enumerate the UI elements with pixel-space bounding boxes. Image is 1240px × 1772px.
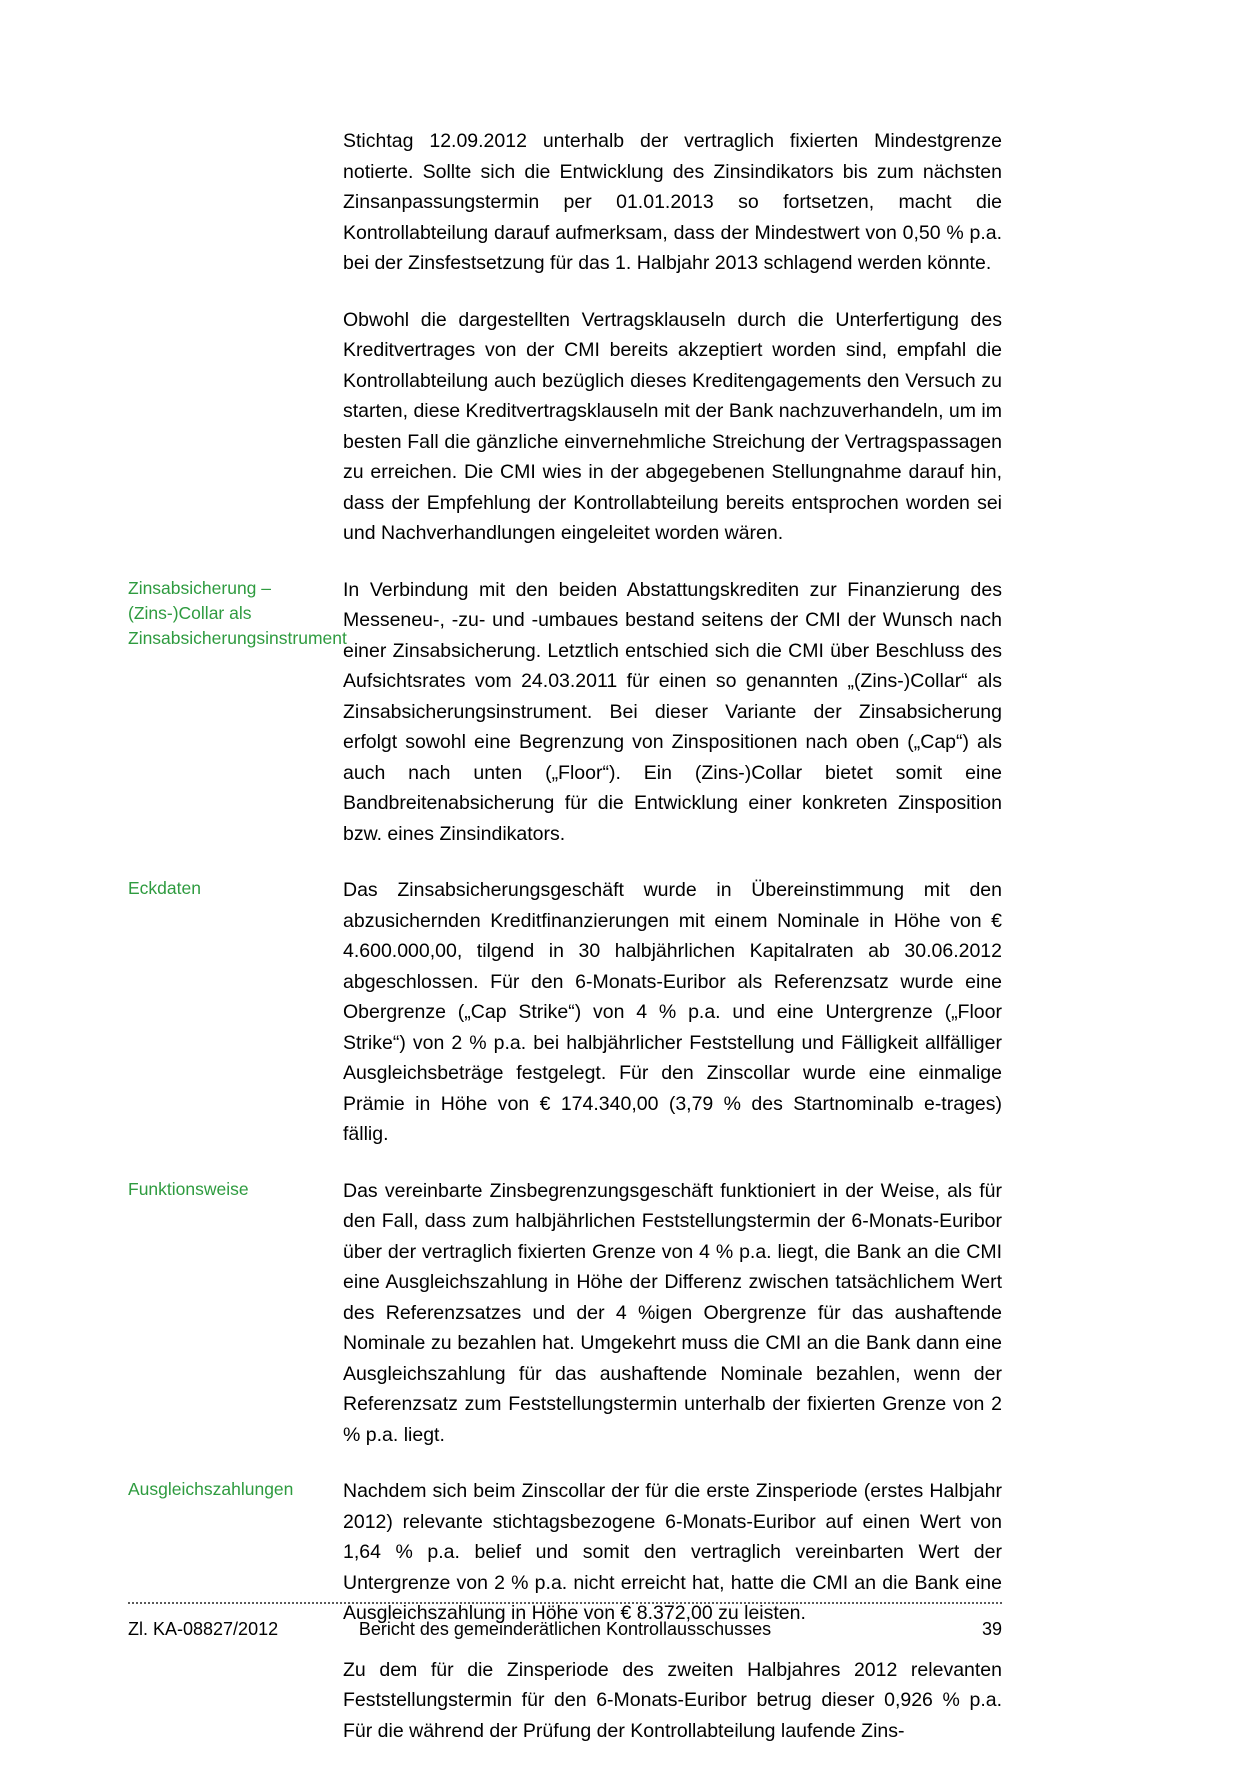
section-zinsabsicherung [128, 575, 1002, 850]
marginal-note: Ausgleichszahlungen [128, 1479, 294, 1499]
section-funktionsweise [128, 1176, 1002, 1451]
intro-block [128, 126, 1002, 549]
paragraph: Nachdem sich beim Zinscollar der für die erste Zinsperiode (erstes Halbjahr 2012) relevante stichtagsbezogene 6-Monats-Euribor auf einen Wert von 1,64 % p.a. belief und somit den vertraglich vereinbarten Wert der Untergrenze von 2 % p.a. nicht erreicht hat, hatte die CMI an die Bank eine Ausgleichszahlung in Höhe von € 8.372,00 zu leisten. [343, 1480, 1002, 1624]
page-content [128, 126, 1002, 1772]
section-body [343, 1476, 1002, 1746]
paragraph: Das vereinbarte Zinsbegrenzungsgeschäft funktioniert in der Weise, als für den Fall, dass zum halbjährlichen Feststellungstermin der 6-Monats-Euribor über der vertraglich fixierten Grenze von 4 % p.a. liegt, die Bank an die CMI eine Ausgleichszahlung in Höhe der Differenz zwischen tatsächlichem Wert des Referenzsatzes und der 4 %igen Obergrenze für das aushaftende Nominale zu bezahlen hat. Umgekehrt muss die CMI an die Bank dann eine Ausgleichszahlung für das aushaftende Nominale bezahlen, wenn der Referenzsatz zum Feststellungstermin unterhalb der fixierten Grenze von 2 % p.a. liegt. [343, 1179, 1002, 1446]
paragraph: Stichtag 12.09.2012 unterhalb der vertraglich fixierten Mindestgrenze notierte. Sollte sich die Entwicklung des Zinsindikators bis zum nächsten Zinsanpassungstermin per 01.01.2013 so fortsetzen, macht die Kontrollabteilung darauf aufmerksam, dass der Mindestwert von 0,50 % p.a. bei der Zinsfestsetzung für das 1. Halbjahr 2013 schlagend werden könnte. [343, 130, 1002, 274]
section-eckdaten [128, 875, 1002, 1150]
paragraph: Obwohl die dargestellten Vertragsklauseln durch die Unterfertigung des Kreditvertrages von der CMI bereits akzeptiert worden sind, empfahl die Kontrollabteilung auch bezüglich dieses Kreditengagements den Versuch zu starten, diese Kreditvertragsklauseln mit der Bank nachzuverhandeln, um im besten Fall die gänzliche einvernehmliche Streichung der Vertragspassagen zu erreichen. Die CMI wies in der abgegebenen Stellungnahme darauf hin, dass der Empfehlung der Kontrollabteilung bereits entsprochen worden sei und Nachverhandlungen eingeleitet worden wären. [343, 308, 1002, 544]
paragraph: Zu dem für die Zinsperiode des zweiten Halbjahres 2012 relevanten Feststellungstermin für den 6-Monats-Euribor betrug dieser 0,926 % p.a. Für die während der Prüfung der Kontrollabteilung laufende Zins- [343, 1658, 1002, 1742]
paragraph: In Verbindung mit den beiden Abstattungskrediten zur Finanzierung des Messeneu-, -zu- und -umbaues bestand seitens der CMI der Wunsch nach einer Zinsabsicherung. Letztlich entschied sich die CMI über Beschluss des Aufsichtsrates vom 24.03.2011 für einen so genannten „(Zins-)Collar“ als Zinsabsicherungsinstrument. Bei dieser Variante der Zinsabsicherung erfolgt sowohl eine Begrenzung von Zinspositionen nach oben („Cap“) als auch nach unten („Floor“). Ein (Zins-)Collar bietet somit eine Bandbreitenabsicherung für die Entwicklung einer konkreten Zinsposition bzw. eines Zinsindikators. [343, 578, 1002, 845]
section-body [343, 575, 1002, 850]
footer-reference-number: Zl. KA-08827/2012 [128, 1619, 279, 1639]
marginal-note: Eckdaten [128, 878, 201, 898]
footer-title: Bericht des gemeinderätlichen Kontrollausschusses [358, 1619, 772, 1639]
footer-divider [128, 1602, 1002, 1604]
intro-body [343, 126, 1002, 549]
section-ausgleichszahlungen [128, 1476, 1002, 1746]
section-body [343, 1176, 1002, 1451]
marginal-note-empty [128, 126, 343, 127]
paragraph: Das Zinsabsicherungsgeschäft wurde in Übereinstimmung mit den abzusichernden Kreditfinanzierungen mit einem Nominale in Höhe von € 4.600.000,00, tilgend in 30 halbjährlichen Kapitalraten ab 30.06.2012 abgeschlossen. Für den 6-Monats-Euribor als Referenzsatz wurde eine Obergrenze („Cap Strike“) von 4 % p.a. und eine Untergrenze („Floor Strike“) von 2 % p.a. bei halbjährlicher Feststellung und Fälligkeit allfälliger Ausgleichsbeträge festgelegt. Für den Zinscollar wurde eine einmalige Prämie in Höhe von € 174.340,00 (3,79 % des Startnominalb e-trages) fällig. [343, 879, 1002, 1145]
page-footer [128, 1619, 1002, 1640]
marginal-note: Funktionsweise [128, 1178, 249, 1199]
marginal-note: Zinsabsicherung – (Zins-)Collar als Zinsabsicherungsinstrument [128, 577, 347, 648]
page-number: 39 [981, 1619, 1002, 1639]
section-body [343, 875, 1002, 1150]
